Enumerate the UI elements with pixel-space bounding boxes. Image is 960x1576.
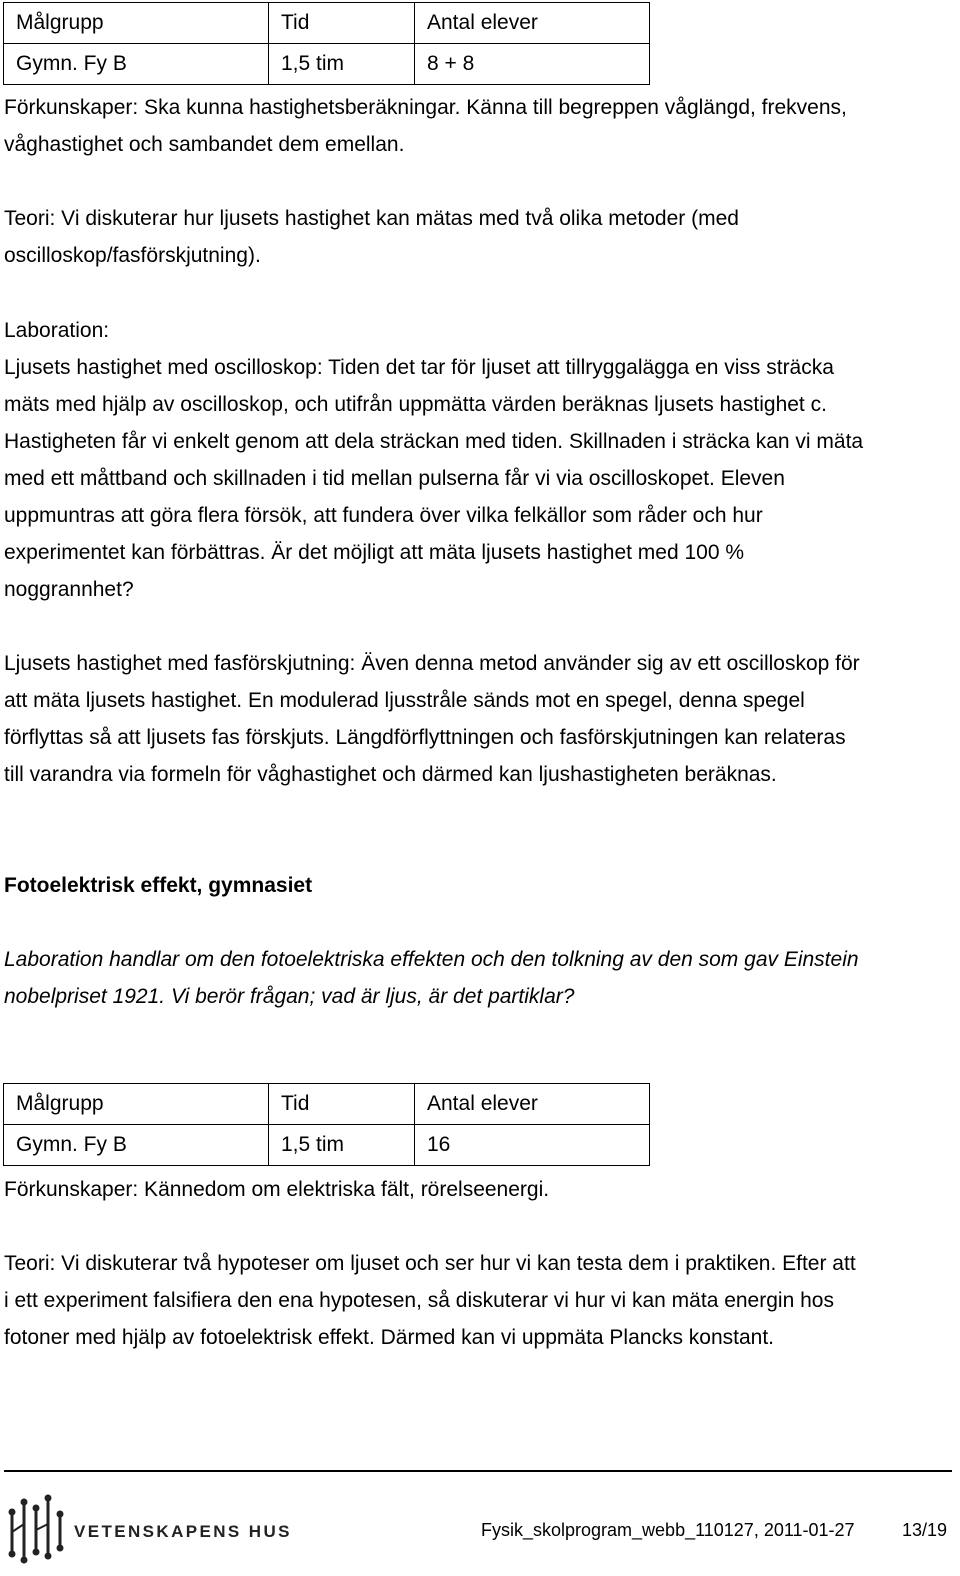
intro-text: nobelpriset 1921. Vi berör frågan; vad är ljus, är det partiklar?	[4, 985, 575, 1008]
lab-oscilloscope-text: experimentet kan förbättras. Är det möjligt att mäta ljusets hastighet med 100 %	[4, 541, 745, 564]
prerequisites-text: Förkunskaper: Kännedom om elektriska fält, rörelseenergi.	[4, 1178, 550, 1201]
lab-oscilloscope-text: uppmuntras att göra flera försök, att fundera över vilka felkällor som råder och hur	[4, 504, 763, 527]
table-2	[3, 1083, 650, 1166]
lab-oscilloscope-text: med ett måttband och skillnaden i tid mellan pulserna får vi via oscilloskopet. Eleven	[4, 467, 785, 490]
table-1	[3, 2, 650, 85]
table-header-cell: Målgrupp	[4, 3, 269, 44]
logo-wordmark: VETENSKAPENS HUS	[74, 1522, 292, 1541]
table-cell: 16	[415, 1125, 650, 1166]
page-number: 13/19	[902, 1520, 948, 1540]
footer-divider	[4, 1470, 952, 1472]
lab-oscilloscope-text: noggrannhet?	[4, 578, 134, 601]
vetenskapens-hus-logo-icon	[4, 1494, 68, 1566]
lab-phase-text: Ljusets hastighet med fasförskjutning: Även denna metod använder sig av ett oscilloskop för	[4, 652, 860, 675]
lab-phase-text: till varandra via formeln för våghastighet och därmed kan ljushastigheten beräknas.	[4, 763, 777, 786]
lab-phase-text: förflyttas så att ljusets fas förskjuts. Längdförflyttningen och fasförskjutningen kan relateras	[4, 726, 846, 749]
table-row	[4, 44, 650, 85]
table-cell: 1,5 tim	[269, 1125, 415, 1166]
table-header-row	[4, 3, 650, 44]
theory-text: Teori: Vi diskuterar hur ljusets hastighet kan mätas med två olika metoder (med	[4, 207, 739, 230]
section-heading: Fotoelektrisk effekt, gymnasiet	[4, 874, 313, 897]
intro-text: Laboration handlar om den fotoelektriska effekten och den tolkning av den som gav Einstein	[4, 948, 859, 971]
lab-label: Laboration:	[4, 319, 110, 342]
table-cell: 8 + 8	[415, 44, 650, 85]
table-cell: Gymn. Fy B	[4, 1125, 269, 1166]
table-header-cell: Tid	[269, 1084, 415, 1125]
table-cell: 1,5 tim	[269, 44, 415, 85]
table-header-cell: Tid	[269, 3, 415, 44]
theory-text: oscilloskop/fasförskjutning).	[4, 244, 261, 267]
table-header-cell: Målgrupp	[4, 1084, 269, 1125]
table-header-row	[4, 1084, 650, 1125]
prerequisites-text: våghastighet och sambandet dem emellan.	[4, 133, 405, 156]
lab-oscilloscope-text: Hastigheten får vi enkelt genom att dela sträckan med tiden. Skillnaden i sträcka kan vi mäta	[4, 430, 864, 453]
table-header-cell: Antal elever	[415, 3, 650, 44]
lab-oscilloscope-text: Ljusets hastighet med oscilloskop: Tiden det tar för ljuset att tillryggalägga en viss sträcka	[4, 356, 834, 379]
table-cell: Gymn. Fy B	[4, 44, 269, 85]
table-row	[4, 1125, 650, 1166]
theory-text: fotoner med hjälp av fotoelektrisk effekt. Därmed kan vi uppmäta Plancks konstant.	[4, 1326, 775, 1349]
theory-text: i ett experiment falsifiera den ena hypotesen, så diskuterar vi hur vi kan mäta energin hos	[4, 1289, 834, 1312]
prerequisites-text: Förkunskaper: Ska kunna hastighetsberäkningar. Känna till begreppen våglängd, frekvens,	[4, 96, 847, 119]
lab-oscilloscope-text: mäts med hjälp av oscilloskop, och utifrån uppmätta värden beräknas ljusets hastighet c.	[4, 393, 827, 416]
document-name: Fysik_skolprogram_webb_110127, 2011-01-27	[481, 1520, 855, 1540]
lab-phase-text: att mäta ljusets hastighet. En modulerad ljusstråle sänds mot en spegel, denna spegel	[4, 689, 805, 712]
table-header-cell: Antal elever	[415, 1084, 650, 1125]
theory-text: Teori: Vi diskuterar två hypoteser om ljuset och ser hur vi kan testa dem i praktiken. Efter att	[4, 1252, 856, 1275]
